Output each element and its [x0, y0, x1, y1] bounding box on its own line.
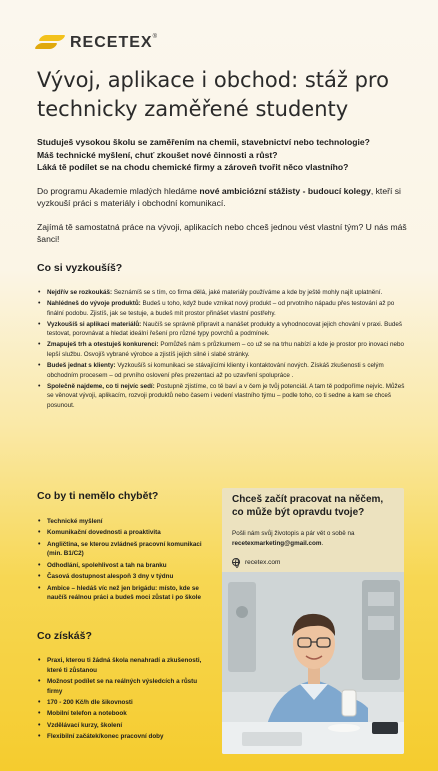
requirement-item: • Angličtina, se kterou zvládneš pracovní komunikaci (min. B1/C2)	[37, 540, 207, 559]
page-title: Vývoj, aplikace i obchod: stáž pro technicky zaměřené studenty	[37, 68, 389, 121]
requirements-section	[37, 490, 207, 605]
try-item-text: Budeš u toho, když bude vznikat nový produkt – od prvotního nápadu přes testování až po finální podobu. Zjistíš, jak se testuje, a budeš mít prostor přinášet vlastní postřehy.	[47, 300, 395, 317]
benefit-item: • Flexibilní začátek/konec pracovní doby	[37, 732, 207, 742]
try-item-label: Nejdřív se rozkoukáš:	[47, 289, 113, 296]
try-item-text: Vyzkoušíš si komunikaci se stávajícími klienty i kontaktování nových. Získáš zkušenosti s celým obchodním procesem – od prvního oslovení přes prezentaci až po uzavření spolupráce .	[47, 362, 384, 379]
try-item-text: Pomůžeš nám s průzkumem – co už se na trhu nabízí a kde je prostor pro inovaci nebo lepší službu. Osvojíš vybrané výrobce a zjistíš jejich silné i slabé stránky.	[47, 341, 404, 359]
benefits-heading: Co získáš?	[37, 630, 92, 642]
try-item-text: Postupně zjistíme, co tě baví a v čem je tvůj potenciál. A tam tě podpoříme nejvíc. Můžeš se věnovat vývoji, aplikacím, rozvoji produktů nebo časem i vedení vlastního týmu – podle toho, co ti sedne a kam se chceš posunout.	[47, 382, 405, 410]
website-label: recetex.com	[245, 558, 281, 566]
cta-email-link[interactable]: recetexmarketing@gmail.com	[232, 539, 322, 547]
try-item	[37, 288, 407, 298]
cta-text: Pošli nám svůj životopis a pár vět o sobě na recetexmarketing@gmail.com.	[232, 530, 355, 547]
recetex-logo	[36, 34, 158, 52]
benefit-item: • Mobilní telefon a notebook	[37, 709, 207, 719]
brand-name: RECETEX®	[70, 34, 158, 51]
benefit-item: • Možnost podílet se na reálných výsledcích a růstu firmy	[37, 677, 207, 696]
requirement-item: • Komunikační dovednosti a proaktivita	[37, 528, 207, 538]
try-item-text: Seznámíš se s tím, co firma dělá, jaké materiály používáme a kde by ještě mohly najít uplatnění.	[112, 289, 383, 296]
benefit-item: • Praxi, kterou ti žádná škola nenahradí a zkušenosti, které ti zůstanou	[37, 656, 207, 675]
cta-heading: Chceš začít pracovat na něčem, co může být opravdu tvoje?	[232, 494, 384, 518]
try-heading: Co si vyzkoušíš?	[37, 262, 123, 274]
closing-paragraph: Zajímá tě samostatná práce na vývoji, aplikacích nebo chceš jednou vést vlastní tým? U nás máš šanci!	[37, 221, 407, 244]
benefits-section	[37, 630, 207, 744]
try-item-label: Vyzkoušíš si aplikaci materiálů:	[47, 320, 142, 328]
try-list	[37, 288, 407, 411]
requirement-item: • Časová dostupnost alespoň 3 dny v týdnu	[37, 572, 207, 582]
benefits-list	[37, 656, 207, 742]
intro-questions	[37, 136, 415, 174]
cta-card	[222, 488, 404, 754]
try-item	[37, 340, 407, 359]
student-photo	[222, 572, 404, 754]
try-item-text: Naučíš se správně připravit a nanášet produkty a vyhodnocovat jejich chování v praxi. Budeš testovat, porovnávat a hledat ideální řešení pro různé typy povrchů a podmínek.	[47, 320, 403, 338]
program-paragraph: Do programu Akademie mladých hledáme nové ambiciózní stážisty - budoucí kolegy, kteří si vyzkouší práci s materiály i obchodní komunikací.	[37, 185, 401, 208]
requirements-heading: Co by ti nemělo chybět?	[37, 490, 159, 502]
requirement-item: • Ambice – hledáš víc než jen brigádu: místo, kde se naučíš reálnou práci a budeš moci zůstat i po škole	[37, 584, 207, 603]
try-item-label: Společně najdeme, co ti nejvíc sedí:	[47, 382, 155, 390]
benefit-item: • Vzdělávací kurzy, školení	[37, 721, 207, 731]
try-item	[37, 320, 407, 339]
requirements-list	[37, 517, 207, 603]
try-item	[37, 382, 407, 411]
globe-icon	[232, 558, 240, 566]
try-section	[37, 262, 407, 412]
try-item	[37, 299, 407, 318]
intro-question: Láká tě podílet se na chodu chemické firmy a zároveň tvořit něco vlastního?	[37, 162, 349, 172]
website-link[interactable]	[232, 558, 280, 566]
try-item	[37, 361, 407, 380]
intro-question: Máš technické myšlení, chuť zkoušet nové činnosti a růst?	[37, 149, 278, 160]
requirement-item: • Technické myšlení	[37, 517, 207, 527]
program-highlight: nové ambiciózní stážisty - budoucí kolegy	[199, 185, 371, 196]
requirement-item: • Odhodlání, spolehlivost a tah na branku	[37, 561, 207, 571]
try-item-label: Zmapuješ trh a otestuješ konkurenci:	[47, 341, 159, 349]
recetex-logo-mark-icon	[36, 35, 66, 51]
try-item-label: Budeš jednat s klienty:	[47, 362, 116, 370]
benefit-item: • 170 - 200 Kč/h dle šikovnosti	[37, 698, 207, 708]
try-item-label: Nahlédneš do vývoje produktů:	[47, 300, 141, 308]
intro-question: Studuješ vysokou školu se zaměřením na chemii, stavebnictví nebo technologie?	[37, 137, 370, 147]
intro-section	[37, 136, 415, 257]
